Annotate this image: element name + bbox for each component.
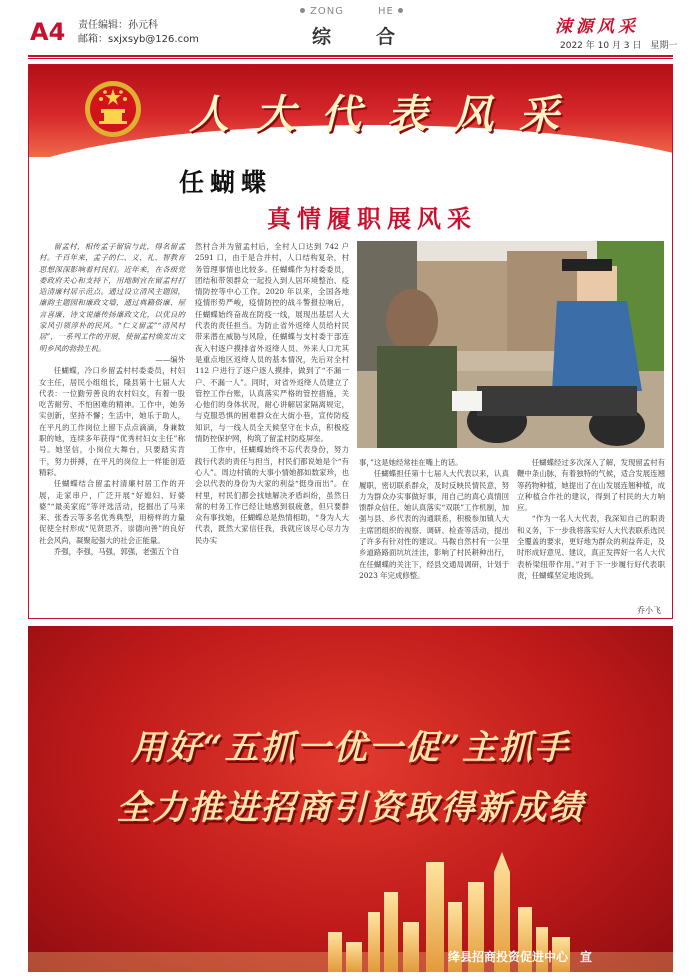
paragraph: 任蝴蝶经过多次深入了解，发现留孟村有鞭中条山脉，有着独特的气候，适合发展连翘等药物种植，她提出了在山发展连翘种植，成立种植合作社的建议，得到了村民的大力响应。 — [517, 458, 665, 513]
editor-email: 邮箱：sxjxsyb@126.com — [78, 34, 199, 45]
paragraph: 乔强，李强，马强，郭强，老强五个自 — [53, 547, 180, 557]
masthead-rule-thin — [28, 58, 673, 59]
section-char-1: 综 — [312, 26, 332, 48]
editor-info — [78, 19, 199, 47]
editor-name: 责任编辑：孙元科 — [78, 20, 158, 31]
article-intro: 留孟村，相传孟子留宿与此，得名留孟村。千百年来，孟子的仁、义、礼、智教育思想深深影响着村民们。近年来，在各级党委政府关心和支持下，用地制宜在留孟村打造清廉村居示范点。通过设立清风主题园，廉韵主题园和廉政文墙，通过典籍俗廉、屋言喜廉、诗文说廉传扬廉政文化，以优良的家风引领淳朴的民风。“仁义留孟”“清风村居”，一系列工作的开展，使留孟村焕发出文明乡风的勃勃生机。 — [39, 242, 185, 353]
paragraph: 事，”这是她经常挂在嘴上的话。 — [359, 458, 463, 467]
section-char-2: 合 — [376, 26, 396, 48]
section-pinyin-2: HE — [378, 6, 394, 17]
banner-title: 人大代表风采 — [189, 91, 585, 138]
paragraph: 任蝴蝶结合留孟村清廉村居工作的开展，走家串户，广泛开展“好媳妇、好婆婆”“最美家庭”等评选活动，挖掘出了马来来、张香云等多名优秀典型，用榜样的力量促使全村形成“见贤思齐、崇德向善”的良好社会风尚，凝聚起强大的社会正能量。 — [39, 479, 185, 545]
article-column-1 — [39, 241, 185, 601]
masthead — [0, 0, 700, 58]
paragraph: 工作中，任蝴蝶始终不忘代表身份，努力践行代表的责任与担当，村民们都说她是个“有心人”。周边村镇的大事小情她都如数家珍，也会以代表的身份为大家的利益“挺身而出”。在村里，村民们都会找她解决矛盾纠纷，虽然日常的村务工作已经让她感到很疲惫，但只要群众有事找她，任蝴蝶总是热情相助，“身为人大代表，既然大家信任我，我就应该尽心尽力为民办实 — [195, 445, 349, 545]
ad-organization: 绛县招商投资促进中心 宣 — [448, 950, 593, 964]
article-author: 乔小飞 — [637, 606, 661, 615]
section-dot — [398, 8, 403, 13]
national-emblem-icon — [83, 79, 143, 139]
paragraph: “作为一名人大代表，我深知自己的职责和义务，下一步我将落实好人大代表联系选民全覆盖的要求，更好地为群众的利益奔走，及时形成好意见、建议，真正发挥好一名人大代表桥梁纽带作用。”对于下一步履行好代表职责，任蝴蝶坚定地说到。 — [517, 514, 665, 580]
ad-slogan-line-1: 用好“五抓一优一促”主抓手 — [130, 728, 571, 768]
article-column-3 — [359, 457, 509, 607]
paragraph: 任蝴蝶，冷口乡留孟村村委委员，村妇女主任，居民小组组长，隆县第十七届人大代表：一位勤劳善良的农村妇女，有着一股吃苦耐劳、不怕困难的精神。工作中，她务实创新，坚持不懈；生活中，她乐于助人，在平凡的工作岗位上留下点点滴滴，身兼数职的她，连续多年获得“优秀村妇女主任”称号。她坚信，小岗位大舞台，只要踏实肯干，努力拼搏，在平凡的岗位上一样能创造精彩。 — [39, 366, 185, 477]
masthead-rule — [28, 55, 673, 57]
person-name: 任蝴蝶 — [179, 168, 273, 197]
article-photo — [357, 241, 664, 448]
paragraph: 然村合并为留孟村后，全村人口达到 742 户 2591 口，由于是合并村，人口结构复杂，村务管理事情也比较多。任蝴蝶作为村委委员，团结和带领群众一起投入到人居环境整治、疫情防控等中心工作。2020 年以来，全国各地疫情形势严峻，疫情防控的战斗警报拉响后，任蝴蝶始终奋战在防疫一线，展现出基层人大代表的责任担当。为防止省外返绛人员给村民带来潜在威胁与风险，任蝴蝶与支村委干部连夜入村逐户摸排省外返绛人员、外来人口尤其是重点地区返绛人员的基本情况，先后对全村 112 户进行了逐户逐人摸排，做到了“不漏一户、不漏一人”。同时，对省外返绛人员建立了管控工作台账，认真落实严格的管控措施，关心他们的身体状况，耐心讲解居家隔离规定，与克服恐惧的困难群众在大街小巷，宣传防疫知识，与一线人员全天候坚守在卡点，积极疫情防控保护网，构筑了留孟村防疫屏垒。 — [195, 242, 349, 444]
article-column-2 — [195, 241, 349, 601]
article-box — [28, 64, 673, 619]
page-number: A4 — [30, 18, 66, 46]
intro-signature: ——编外 — [155, 354, 185, 364]
paragraph: 任蝴蝶担任第十七届人大代表以来，认真履职，密切联系群众，及时反映民情民意，努力为群众办实事做好事，用自己的真心真情回馈群众信任。她认真落实“双联”工作机制，加强与县、乡代表的沟通联系，积极参加镇人大主席团组织的视察、调研、检查等活动，提出了许多有针对性的建议。马鞍自然村有一公里乡道路路面坑坑洼洼，影响了村民耕种出行，在任蝴蝶的关注下，经县交通局调研，计划于 2023 年完成修整。 — [359, 469, 509, 580]
article-column-4 — [517, 457, 665, 602]
section-dot — [300, 8, 305, 13]
brand-logo: 涑源风采 — [555, 17, 639, 37]
ad-slogan-line-2: 全力推进招商引资取得新成绩 — [116, 788, 585, 828]
issue-date: 2022 年 10 月 3 日 星期一 — [560, 41, 678, 51]
article-banner — [29, 65, 673, 157]
article-headline: 真情履职展风采 — [267, 204, 477, 233]
section-pinyin-1: ZONG — [310, 6, 344, 17]
investment-ad — [28, 626, 673, 972]
